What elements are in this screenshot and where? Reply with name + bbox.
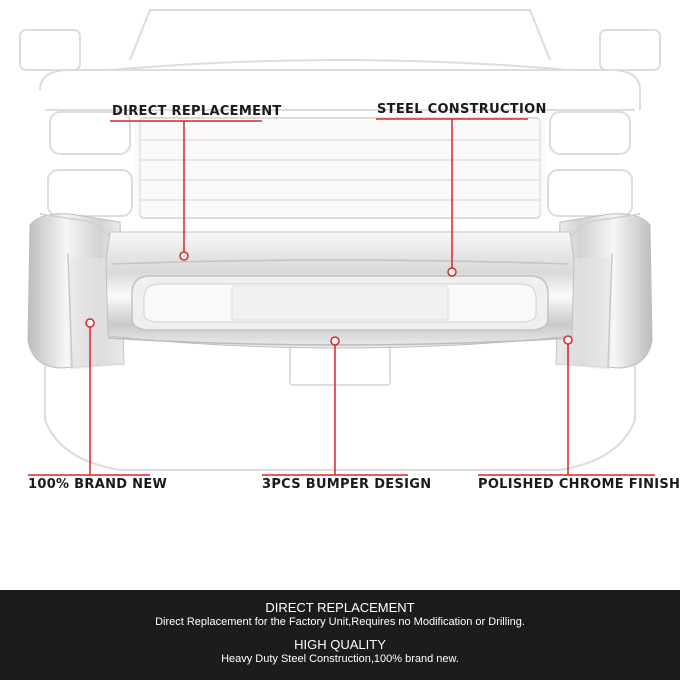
feature1-title: DIRECT REPLACEMENT xyxy=(265,600,415,615)
callout-bumper-design: 3PCS BUMPER DESIGN xyxy=(262,477,432,492)
feature1-desc: Direct Replacement for the Factory Unit,Requires no Modification or Drilling. xyxy=(155,616,525,628)
callout-chrome-finish: POLISHED CHROME FINISH xyxy=(478,477,680,492)
callout-steel-construction: STEEL CONSTRUCTION xyxy=(377,102,547,117)
bumper-center xyxy=(106,232,574,348)
callout-brand-new: 100% BRAND NEW xyxy=(28,477,168,492)
callout-direct-replacement: DIRECT REPLACEMENT xyxy=(112,104,282,119)
feature-footer xyxy=(0,590,680,680)
feature2-desc: Heavy Duty Steel Construction,100% brand new. xyxy=(221,653,459,665)
feature2-title: HIGH QUALITY xyxy=(294,637,386,652)
